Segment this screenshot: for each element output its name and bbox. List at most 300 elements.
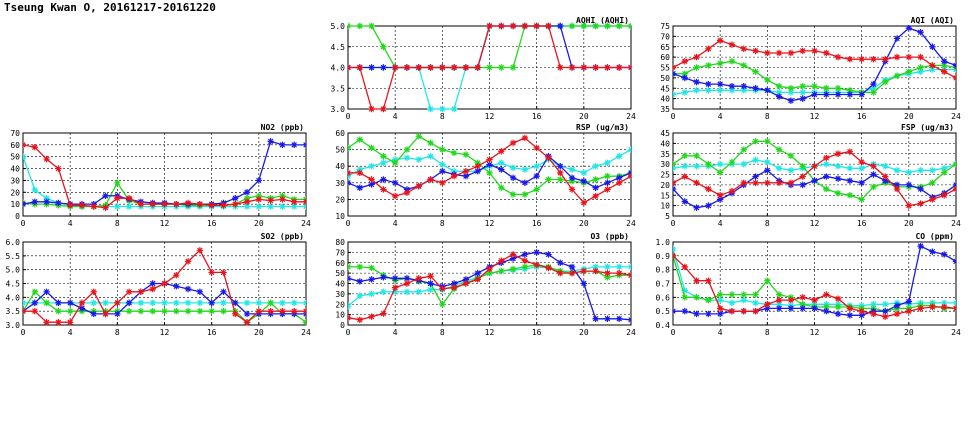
data-point: [882, 79, 888, 85]
y-tick-label: 55: [660, 63, 670, 73]
data-point: [741, 180, 747, 186]
data-point: [439, 161, 445, 167]
data-point: [232, 201, 238, 207]
y-tick-label: 30: [335, 289, 345, 299]
data-point: [569, 23, 575, 29]
data-point: [161, 300, 167, 306]
data-point: [368, 314, 374, 320]
data-point: [522, 135, 528, 141]
data-point: [55, 308, 61, 314]
data-point: [380, 44, 386, 50]
data-point: [906, 169, 912, 175]
data-point: [811, 178, 817, 184]
data-point: [451, 284, 457, 290]
data-point: [592, 185, 598, 191]
data-point: [510, 64, 516, 70]
data-point: [138, 201, 144, 207]
y-tick-label: 0.8: [655, 265, 670, 275]
data-point: [380, 64, 386, 70]
data-point: [917, 54, 923, 60]
data-point: [345, 145, 351, 151]
y-tick-label: 65: [660, 42, 670, 52]
data-point: [510, 191, 516, 197]
data-point: [404, 146, 410, 152]
y-tick-label: 4.0: [330, 63, 345, 73]
data-point: [486, 64, 492, 70]
data-point: [256, 308, 262, 314]
data-point: [628, 264, 634, 270]
data-point: [439, 301, 445, 307]
data-point: [91, 289, 97, 295]
data-point: [941, 169, 947, 175]
data-point: [870, 89, 876, 95]
data-point: [220, 269, 226, 275]
x-tick-label: 20: [579, 112, 589, 121]
data-point: [752, 68, 758, 74]
data-point: [616, 23, 622, 29]
data-point: [847, 312, 853, 318]
data-point: [906, 202, 912, 208]
data-point: [475, 64, 481, 70]
data-point: [569, 186, 575, 192]
data-point: [368, 106, 374, 112]
data-point: [788, 98, 794, 104]
data-point: [894, 311, 900, 317]
data-point: [557, 163, 563, 169]
data-point: [427, 273, 433, 279]
data-point: [693, 79, 699, 85]
data-point: [173, 201, 179, 207]
y-tick-label: 10: [335, 212, 345, 221]
data-point: [811, 91, 817, 97]
data-point: [604, 23, 610, 29]
x-tick-label: 4: [67, 328, 73, 337]
data-point: [267, 197, 273, 203]
data-point: [858, 196, 864, 202]
data-point: [569, 264, 575, 270]
data-point: [150, 286, 156, 292]
x-tick-label: 16: [531, 328, 542, 337]
data-point: [91, 203, 97, 209]
data-point: [173, 283, 179, 289]
data-point: [953, 75, 959, 81]
data-point: [929, 167, 935, 173]
data-point: [776, 93, 782, 99]
data-point: [592, 268, 598, 274]
data-point: [208, 308, 214, 314]
data-point: [823, 308, 829, 314]
data-point: [705, 161, 711, 167]
data-point: [138, 308, 144, 314]
data-point: [291, 300, 297, 306]
data-point: [522, 257, 528, 263]
data-point: [55, 165, 61, 171]
data-point: [835, 296, 841, 302]
data-point: [161, 308, 167, 314]
data-point: [670, 91, 676, 97]
data-point: [800, 95, 806, 101]
y-tick-label: 15: [660, 191, 670, 201]
data-point: [439, 285, 445, 291]
data-point: [427, 280, 433, 286]
data-point: [244, 300, 250, 306]
data-point: [498, 148, 504, 154]
data-point: [835, 190, 841, 196]
data-point: [20, 142, 26, 148]
data-point: [858, 91, 864, 97]
data-point: [616, 316, 622, 322]
data-point: [545, 176, 551, 182]
data-point: [670, 186, 676, 192]
x-tick-label: 24: [626, 219, 636, 228]
data-point: [291, 142, 297, 148]
y-tick-label: 10: [10, 200, 20, 210]
x-tick-label: 8: [439, 328, 445, 337]
data-point: [953, 300, 959, 306]
data-point: [752, 300, 758, 306]
data-point: [303, 142, 309, 148]
data-point: [345, 170, 351, 176]
y-tick-label: 40: [335, 162, 345, 172]
y-tick-label: 0: [340, 321, 345, 330]
data-point: [752, 48, 758, 54]
data-point: [451, 150, 457, 156]
y-tick-label: 4.5: [330, 42, 345, 52]
data-point: [800, 48, 806, 54]
x-tick-label: 24: [301, 328, 311, 337]
data-point: [392, 64, 398, 70]
x-tick-label: 12: [484, 219, 495, 228]
data-point: [522, 264, 528, 270]
data-point: [416, 289, 422, 295]
x-tick-label: 16: [856, 112, 867, 121]
data-point: [764, 87, 770, 93]
data-point: [522, 166, 528, 172]
data-point: [800, 89, 806, 95]
data-point: [929, 248, 935, 254]
data-point: [764, 159, 770, 165]
data-point: [592, 193, 598, 199]
data-point: [498, 166, 504, 172]
data-point: [882, 173, 888, 179]
data-point: [741, 83, 747, 89]
data-point: [616, 64, 622, 70]
data-point: [498, 257, 504, 263]
data-point: [776, 305, 782, 311]
x-tick-label: 20: [904, 328, 914, 337]
y-tick-label: 20: [335, 195, 345, 205]
chart-rsp: [335, 123, 636, 228]
x-tick-label: 12: [484, 112, 495, 121]
y-tick-label: 35: [660, 149, 670, 159]
data-point: [380, 310, 386, 316]
data-point: [811, 48, 817, 54]
data-point: [267, 138, 273, 144]
data-point: [870, 81, 876, 87]
data-point: [197, 308, 203, 314]
x-tick-label: 0: [20, 219, 26, 228]
x-tick-label: 24: [301, 219, 311, 228]
data-point: [682, 198, 688, 204]
y-tick-label: 40: [10, 164, 20, 174]
data-point: [475, 270, 481, 276]
x-tick-label: 20: [579, 328, 589, 337]
data-point: [533, 23, 539, 29]
data-point: [581, 178, 587, 184]
data-point: [581, 200, 587, 206]
data-point: [858, 56, 864, 62]
data-point: [522, 251, 528, 257]
data-point: [776, 50, 782, 56]
data-point: [114, 203, 120, 209]
data-point: [752, 180, 758, 186]
data-point: [729, 58, 735, 64]
y-tick-label: 70: [335, 248, 345, 258]
data-point: [232, 311, 238, 317]
data-point: [220, 308, 226, 314]
data-point: [279, 196, 285, 202]
chart-title: AQHI (AQHI): [576, 16, 629, 25]
data-point: [717, 169, 723, 175]
y-tick-label: 20: [10, 188, 20, 198]
data-point: [498, 268, 504, 274]
data-point: [533, 145, 539, 151]
y-tick-label: 0.9: [655, 251, 670, 261]
data-point: [357, 136, 363, 142]
data-point: [847, 148, 853, 154]
data-point: [870, 184, 876, 190]
data-point: [823, 50, 829, 56]
data-point: [705, 202, 711, 208]
data-point: [32, 144, 38, 150]
data-point: [208, 300, 214, 306]
x-tick-label: 12: [809, 112, 820, 121]
data-point: [416, 133, 422, 139]
data-point: [427, 140, 433, 146]
data-point: [776, 297, 782, 303]
chart-title: RSP (ug/m3): [576, 123, 629, 132]
data-point: [628, 173, 634, 179]
data-point: [847, 178, 853, 184]
data-point: [628, 64, 634, 70]
data-point: [917, 305, 923, 311]
data-point: [592, 23, 598, 29]
chart-o3: [335, 232, 636, 337]
data-point: [126, 195, 132, 201]
data-point: [522, 180, 528, 186]
data-point: [185, 308, 191, 314]
data-point: [953, 62, 959, 68]
y-tick-label: 4.0: [5, 293, 20, 303]
data-point: [788, 85, 794, 91]
data-point: [427, 153, 433, 159]
data-point: [368, 145, 374, 151]
data-point: [835, 91, 841, 97]
data-point: [811, 297, 817, 303]
data-point: [870, 171, 876, 177]
data-point: [220, 202, 226, 208]
data-point: [823, 186, 829, 192]
data-point: [941, 251, 947, 257]
data-point: [126, 308, 132, 314]
data-point: [138, 300, 144, 306]
data-point: [729, 41, 735, 47]
data-point: [498, 160, 504, 166]
data-point: [32, 187, 38, 193]
data-point: [682, 264, 688, 270]
data-point: [894, 302, 900, 308]
data-point: [717, 60, 723, 66]
data-point: [533, 262, 539, 268]
x-tick-label: 4: [392, 328, 398, 337]
data-point: [717, 81, 723, 87]
data-point: [693, 278, 699, 284]
data-point: [32, 199, 38, 205]
data-point: [279, 308, 285, 314]
data-point: [741, 297, 747, 303]
chart-title: FSP (ug/m3): [901, 123, 954, 132]
data-point: [953, 186, 959, 192]
data-point: [835, 175, 841, 181]
y-tick-label: 5.0: [5, 265, 20, 275]
y-tick-label: 20: [335, 300, 345, 310]
data-point: [788, 153, 794, 159]
x-tick-label: 0: [345, 219, 351, 228]
data-point: [197, 247, 203, 253]
chart-aqi: [660, 16, 961, 121]
data-point: [682, 89, 688, 95]
data-point: [917, 200, 923, 206]
data-point: [91, 300, 97, 306]
data-point: [682, 75, 688, 81]
data-point: [510, 251, 516, 257]
x-tick-label: 0: [670, 219, 676, 228]
data-point: [776, 180, 782, 186]
data-point: [185, 200, 191, 206]
data-point: [463, 64, 469, 70]
data-point: [232, 195, 238, 201]
data-point: [197, 289, 203, 295]
data-point: [267, 203, 273, 209]
data-point: [368, 64, 374, 70]
data-point: [102, 205, 108, 211]
data-point: [20, 201, 26, 207]
data-point: [463, 168, 469, 174]
data-point: [380, 289, 386, 295]
data-point: [498, 23, 504, 29]
data-point: [357, 317, 363, 323]
data-point: [357, 185, 363, 191]
data-point: [43, 319, 49, 325]
data-point: [906, 54, 912, 60]
data-point: [941, 58, 947, 64]
data-point: [776, 83, 782, 89]
data-point: [870, 163, 876, 169]
y-tick-label: 60: [660, 53, 670, 63]
data-point: [929, 62, 935, 68]
data-point: [114, 180, 120, 186]
data-point: [345, 264, 351, 270]
data-point: [764, 77, 770, 83]
data-point: [604, 160, 610, 166]
data-point: [628, 23, 634, 29]
chart-fsp: [660, 123, 961, 228]
data-point: [303, 300, 309, 306]
data-point: [628, 146, 634, 152]
x-tick-label: 4: [392, 112, 398, 121]
chart-title: AQI (AQI): [910, 16, 954, 25]
x-tick-label: 16: [856, 328, 867, 337]
data-point: [953, 161, 959, 167]
data-point: [906, 308, 912, 314]
data-point: [368, 291, 374, 297]
data-point: [929, 304, 935, 310]
data-point: [847, 56, 853, 62]
data-point: [368, 163, 374, 169]
x-tick-label: 16: [206, 328, 217, 337]
data-point: [581, 64, 587, 70]
data-point: [800, 163, 806, 169]
data-point: [917, 186, 923, 192]
data-point: [823, 91, 829, 97]
data-point: [357, 293, 363, 299]
data-point: [244, 199, 250, 205]
y-tick-label: 60: [335, 129, 345, 138]
x-tick-label: 8: [439, 219, 445, 228]
data-point: [693, 311, 699, 317]
x-tick-label: 16: [856, 219, 867, 228]
data-point: [150, 280, 156, 286]
x-tick-label: 4: [392, 219, 398, 228]
data-point: [906, 25, 912, 31]
data-point: [616, 180, 622, 186]
data-point: [705, 87, 711, 93]
data-point: [741, 161, 747, 167]
data-point: [43, 289, 49, 295]
data-point: [380, 186, 386, 192]
data-point: [267, 300, 273, 306]
page-title: Tseung Kwan O, 20161217-20161220: [4, 1, 216, 14]
data-point: [256, 196, 262, 202]
y-tick-label: 3.0: [330, 105, 345, 114]
data-point: [463, 280, 469, 286]
data-point: [800, 83, 806, 89]
data-point: [150, 201, 156, 207]
data-point: [256, 177, 262, 183]
data-point: [693, 180, 699, 186]
data-point: [208, 202, 214, 208]
x-tick-label: 16: [531, 219, 542, 228]
data-point: [368, 23, 374, 29]
data-point: [55, 319, 61, 325]
x-tick-label: 0: [670, 112, 676, 121]
data-point: [557, 260, 563, 266]
data-point: [404, 280, 410, 286]
data-point: [510, 266, 516, 272]
data-point: [380, 106, 386, 112]
data-point: [486, 156, 492, 162]
data-point: [416, 275, 422, 281]
data-point: [604, 186, 610, 192]
data-point: [800, 294, 806, 300]
data-point: [392, 284, 398, 290]
data-point: [882, 301, 888, 307]
data-point: [894, 54, 900, 60]
data-point: [788, 297, 794, 303]
data-point: [693, 205, 699, 211]
chart-co: [656, 232, 961, 337]
data-point: [788, 305, 794, 311]
